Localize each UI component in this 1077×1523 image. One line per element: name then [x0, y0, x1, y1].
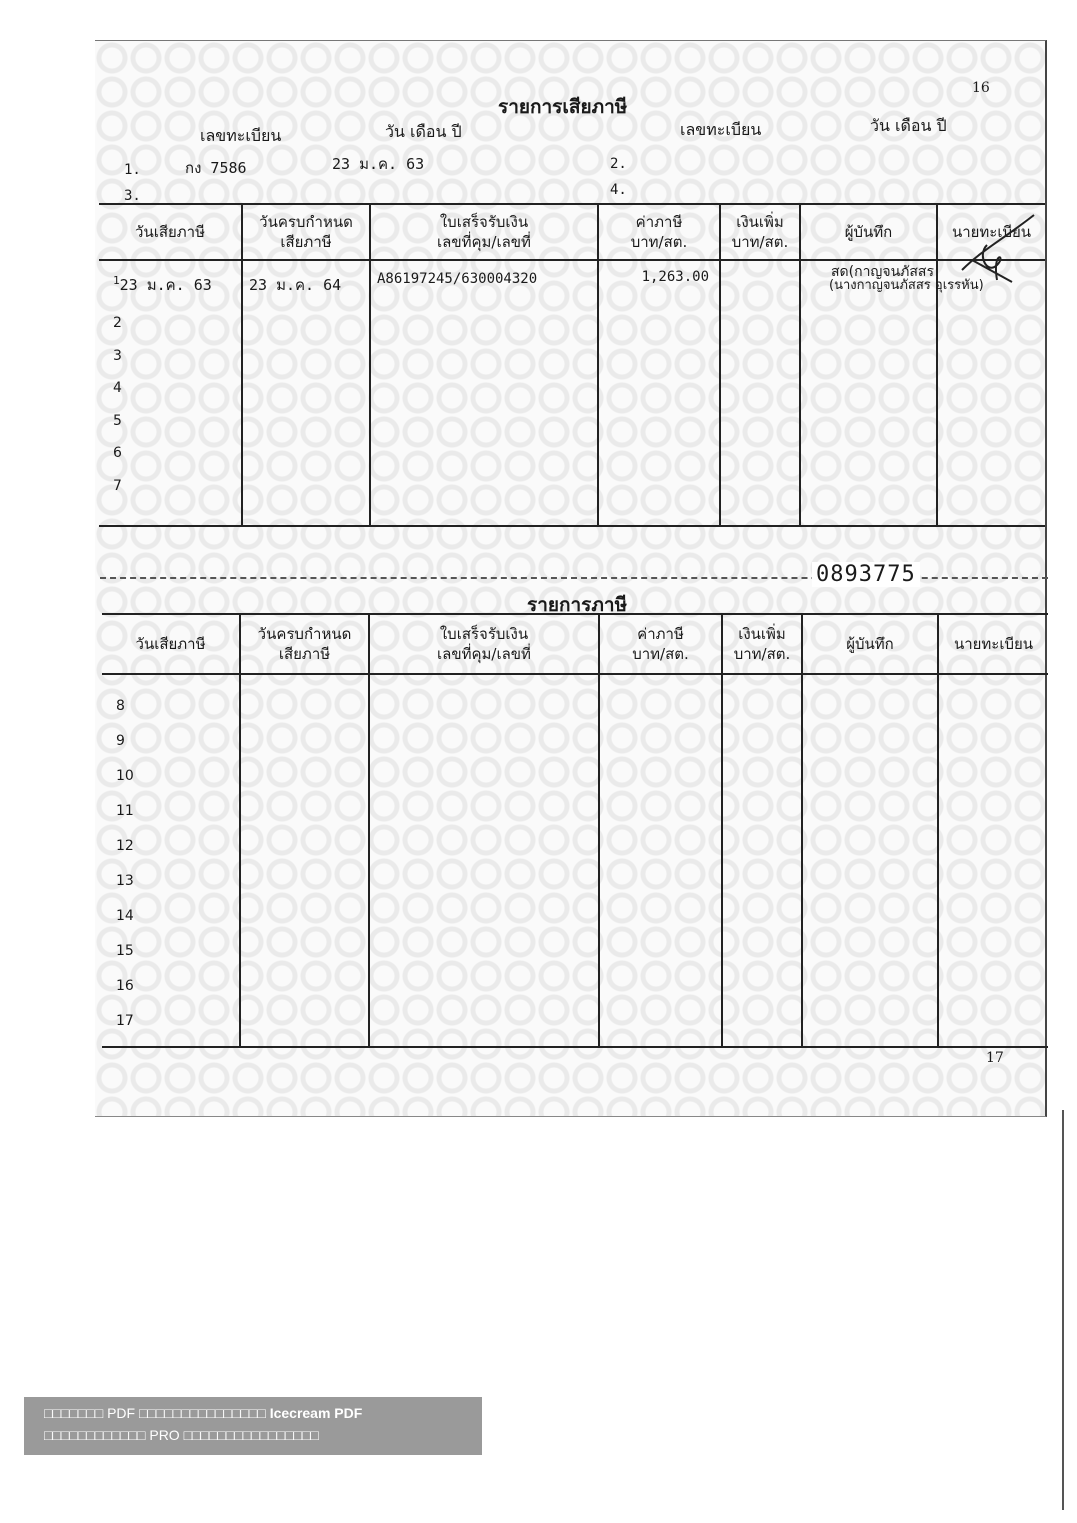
col-recorder: ผู้บันทึก: [802, 614, 938, 674]
reg-row-no: 1.: [124, 162, 141, 178]
date-label-1: วัน เดือน ปี: [385, 122, 462, 141]
col-pay-date: วันเสียภาษี: [102, 614, 240, 674]
tax-list-title: รายการภาษี: [527, 594, 628, 616]
plate-label-2: เลขทะเบียน: [680, 120, 762, 139]
col-surcharge: เงินเพิ่ม บาท/สต.: [722, 614, 802, 674]
serial-number: 0893775: [812, 562, 920, 587]
col-pay-date: วันเสียภาษี: [99, 204, 242, 260]
watermark-brand: Icecream PDF: [269, 1405, 363, 1421]
plate-label-1: เลขทะเบียน: [200, 126, 282, 145]
col-receipt: ใบเสร็จรับเงิน เลขที่คุม/เลขที่: [369, 614, 599, 674]
watermark-text: □□□□□□□□□□□□ PRO □□□□□□□□□□□□□□□□: [44, 1427, 319, 1443]
col-due-date: วันครบกำหนด เสียภาษี: [242, 204, 370, 260]
tax-table-top: [99, 203, 1045, 527]
table-row: [102, 674, 1048, 1047]
reg-row-no: 4.: [610, 182, 627, 198]
col-registrar: นายทะเบียน: [937, 204, 1045, 260]
col-tax: ค่าภาษี บาท/สต.: [598, 204, 720, 260]
signature: [952, 210, 1042, 290]
tax-payment-title: รายการเสียภาษี: [498, 96, 628, 118]
registrar-cell: [937, 260, 1045, 526]
reg-row-no: 2.: [610, 156, 627, 172]
scan-edge: [1062, 1110, 1064, 1510]
reg-date: 23 ม.ค. 63: [332, 155, 425, 173]
date-label-2: วัน เดือน ปี: [870, 116, 947, 135]
watermark-text: □□□□□□□ PDF □□□□□□□□□□□□□□□: [44, 1405, 266, 1421]
table-row: [99, 260, 1045, 526]
pay-date-cell: 8 9 10 11 12 13 14 15 16 17: [102, 674, 240, 1047]
col-tax: ค่าภาษี บาท/สต.: [599, 614, 722, 674]
recorder-cell: สด(กาญจนภัสสร (นางกาญจนภัสสร อุเรรหัน): [800, 260, 937, 526]
col-registrar: นายทะเบียน: [938, 614, 1048, 674]
receipt-cell: A86197245/630004320: [370, 260, 598, 526]
due-date-cell: 23 ม.ค. 64: [242, 260, 370, 526]
page-number-top: 16: [972, 80, 990, 96]
reg-plate: กง 7586: [185, 159, 247, 177]
surcharge-cell: [720, 260, 800, 526]
col-due-date: วันครบกำหนด เสียภาษี: [240, 614, 369, 674]
col-surcharge: เงินเพิ่ม บาท/สต.: [720, 204, 800, 260]
page-number-bottom: 17: [986, 1050, 1004, 1066]
pay-date-cell: $^1$23 ม.ค. 63 2 3 4 5 6 7: [99, 260, 242, 526]
col-recorder: ผู้บันทึก: [800, 204, 937, 260]
tax-table-bottom: [102, 613, 1048, 1048]
col-receipt: ใบเสร็จรับเงิน เลขที่คุม/เลขที่: [370, 204, 598, 260]
tax-cell: 1,263.00: [598, 260, 720, 526]
pdf-watermark: [24, 1397, 482, 1455]
reg-row-no: 3.: [124, 188, 141, 204]
